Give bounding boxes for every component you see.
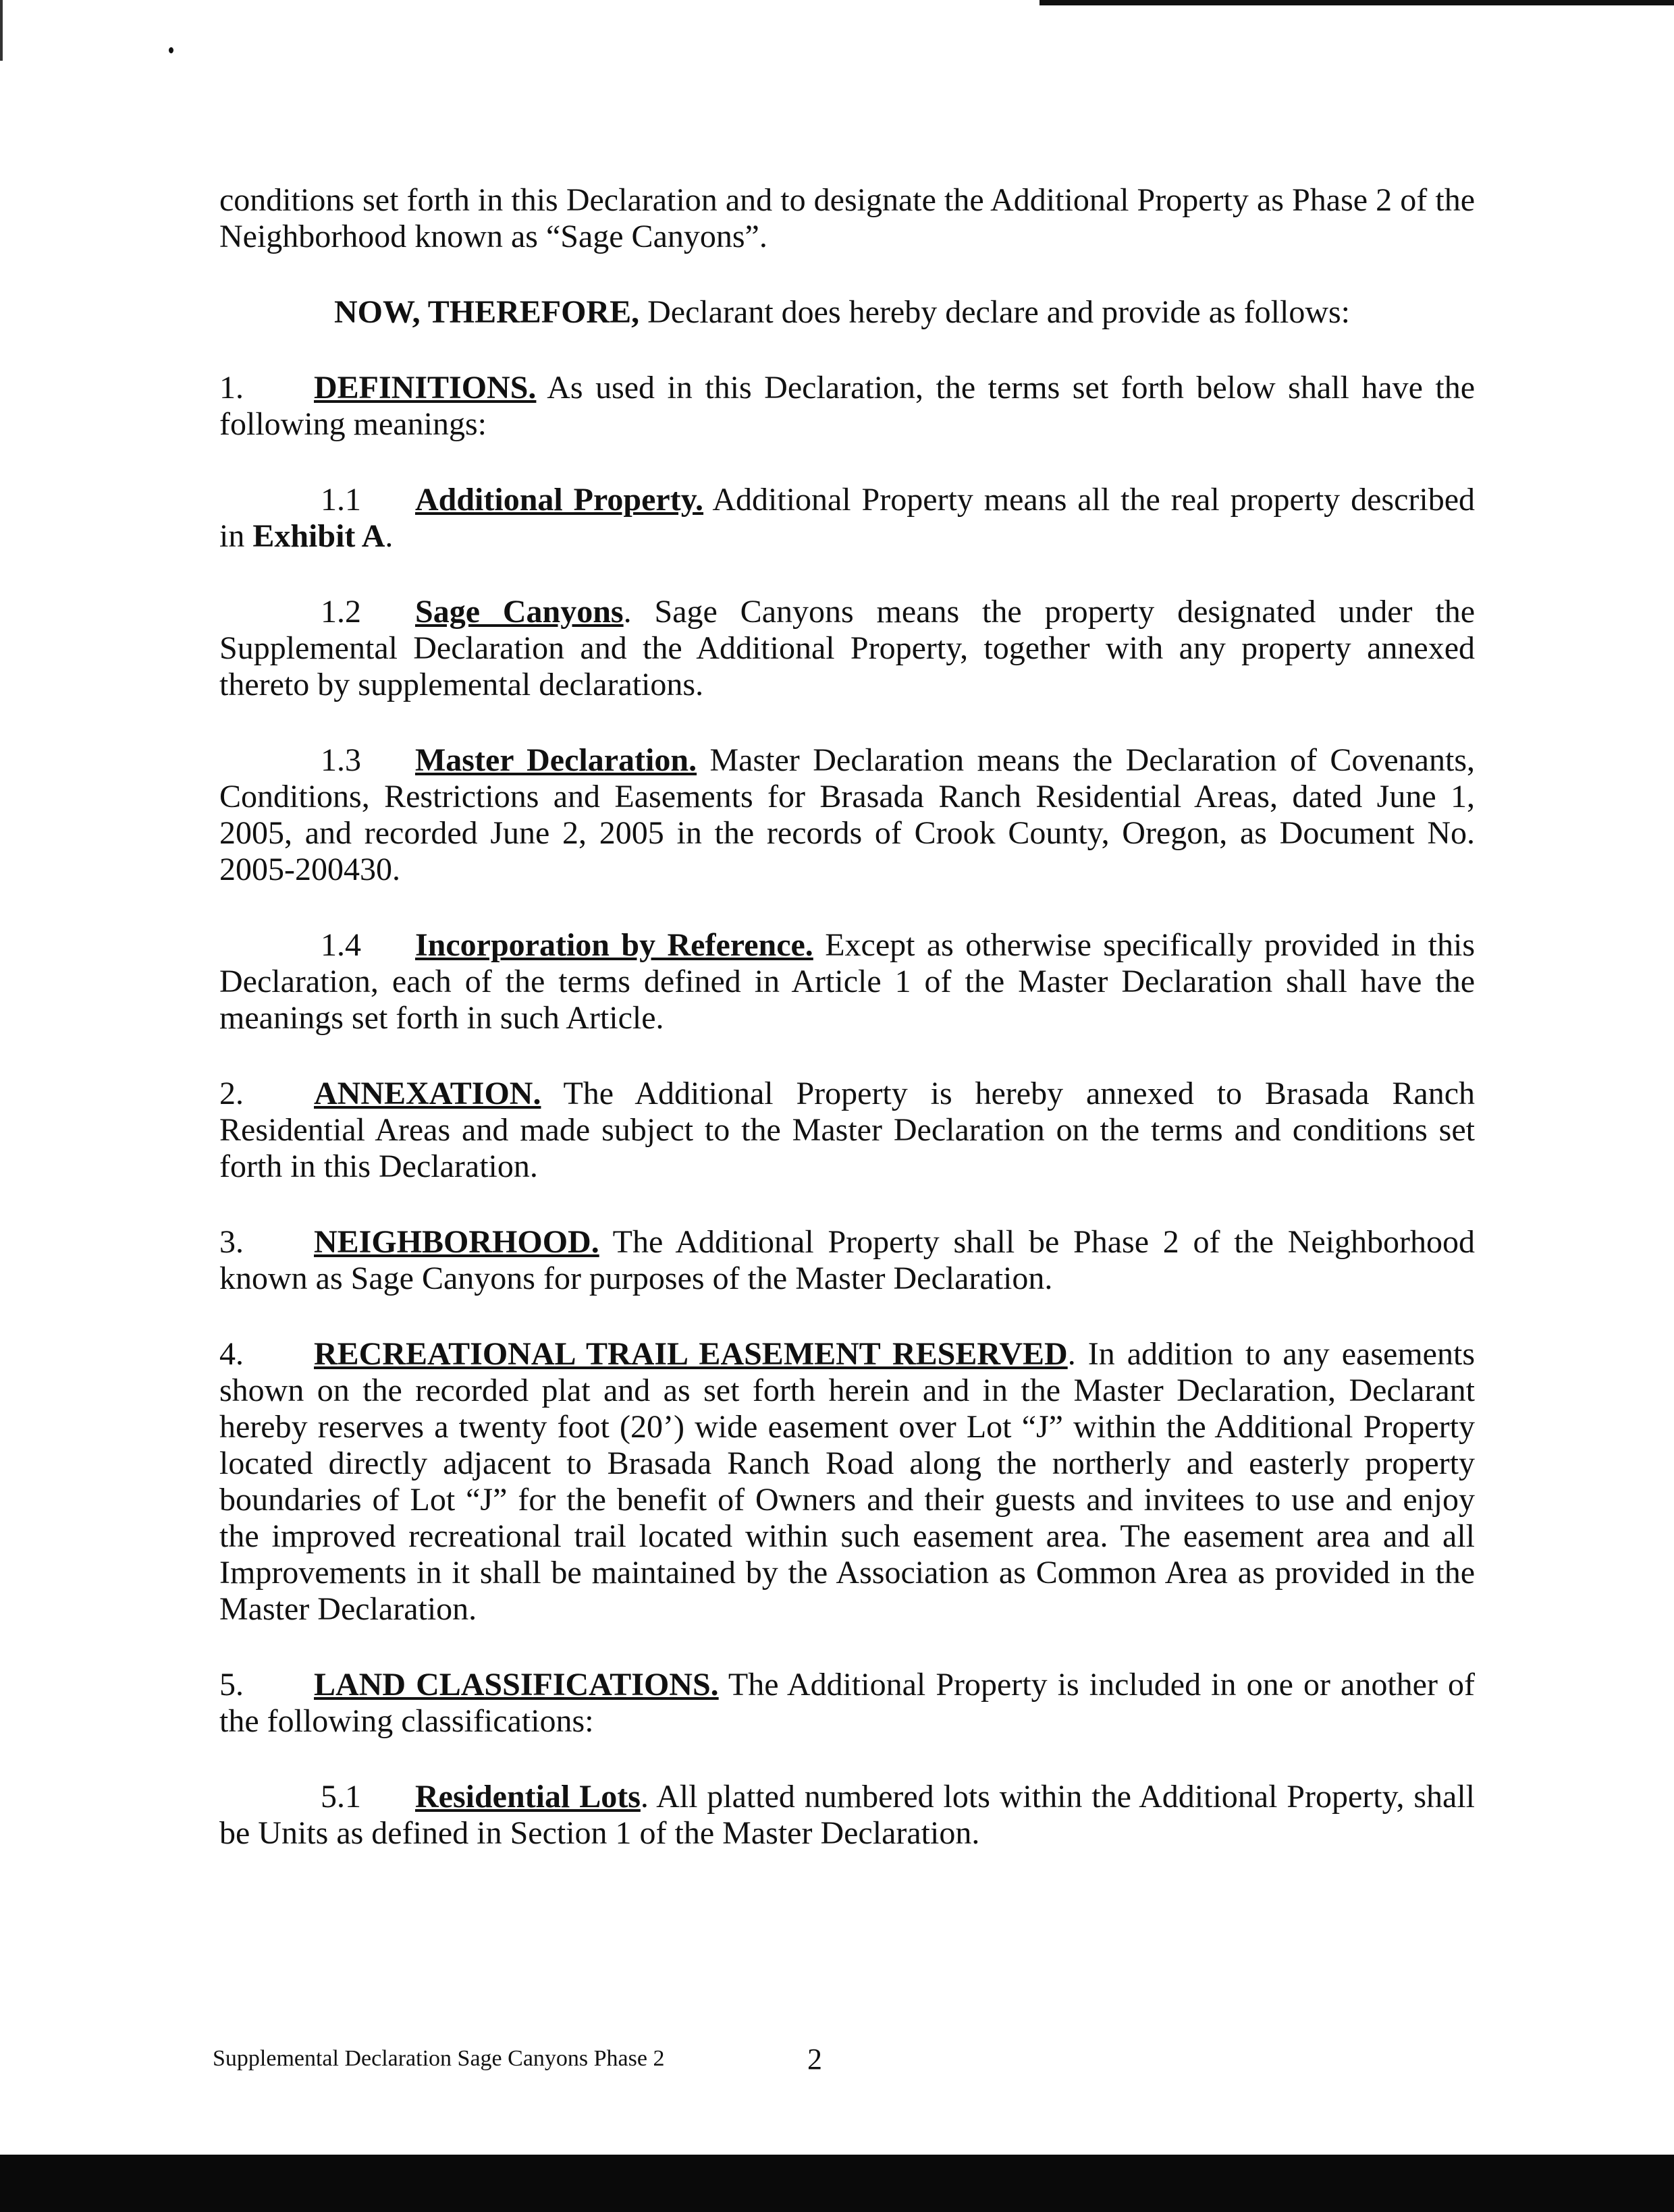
section-5-number: 5. bbox=[219, 1667, 244, 1703]
section-1-1 bbox=[219, 482, 1475, 555]
section-2-number: 2. bbox=[219, 1076, 244, 1111]
section-3 bbox=[219, 1224, 1475, 1297]
section-1-4-number: 1.4 bbox=[321, 927, 361, 963]
section-1-3-heading: Master Declaration. bbox=[415, 742, 697, 778]
section-5-text: The Additional Property is included in one or another of the following classifications: bbox=[219, 1667, 1475, 1739]
intro-text: conditions set forth in this Declaration and to designate the Additional Property as Phase 2 of the Neighborhood known as “Sage Canyons”. bbox=[219, 182, 1475, 254]
section-1-3-text: Master Declaration means the Declaration of Covenants, Conditions, Restrictions and Easements for Brasada Ranch Residential Areas, dated June 1, 2005, and recorded June 2, 2005 in the records of Crook County, Oregon, as Document No. 2005-200430. bbox=[219, 742, 1476, 887]
section-1-4-text: Except as otherwise specifically provided in this Declaration, each of the terms defined in Article 1 of the Master Declaration shall have the meanings set forth in such Article. bbox=[219, 927, 1476, 1036]
therefore-text: Declarant does hereby declare and provide as follows: bbox=[639, 294, 1351, 330]
section-1-1-number: 1.1 bbox=[321, 482, 361, 518]
section-4-heading: RECREATIONAL TRAIL EASEMENT RESERVED bbox=[314, 1336, 1068, 1372]
section-1-text: As used in this Declaration, the terms set forth below shall have the following meanings: bbox=[219, 370, 1475, 442]
scan-edge-left bbox=[0, 0, 3, 61]
section-1-3 bbox=[219, 742, 1475, 888]
section-2-heading: ANNEXATION. bbox=[314, 1076, 541, 1111]
section-5-heading: LAND CLASSIFICATIONS. bbox=[314, 1667, 719, 1703]
footer-title: Supplemental Declaration Sage Canyons Phase 2 bbox=[213, 2046, 665, 2071]
document-body bbox=[219, 182, 1475, 1852]
section-1-heading: DEFINITIONS. bbox=[314, 370, 537, 406]
section-1-4 bbox=[219, 927, 1475, 1036]
section-1 bbox=[219, 370, 1475, 443]
section-1-2 bbox=[219, 594, 1475, 703]
intro-paragraph bbox=[219, 182, 1475, 255]
section-5-1-heading: Residential Lots bbox=[415, 1779, 641, 1815]
page-number: 2 bbox=[807, 2043, 822, 2076]
therefore-paragraph bbox=[219, 294, 1475, 331]
scan-edge-bottom bbox=[0, 2155, 1674, 2212]
section-5-1 bbox=[219, 1779, 1475, 1852]
section-1-3-number: 1.3 bbox=[321, 742, 361, 778]
section-1-2-number: 1.2 bbox=[321, 594, 361, 630]
section-5-1-number: 5.1 bbox=[321, 1779, 361, 1815]
scan-speck bbox=[169, 47, 173, 53]
section-2-text: The Additional Property is hereby annexed to Brasada Ranch Residential Areas and made subject to the Master Declaration on the terms and conditions set forth in this Declaration. bbox=[219, 1076, 1475, 1184]
section-5 bbox=[219, 1667, 1475, 1740]
section-1-1-exhibit: Exhibit A bbox=[252, 518, 385, 554]
section-1-number: 1. bbox=[219, 370, 244, 406]
section-3-text: The Additional Property shall be Phase 2 of the Neighborhood known as Sage Canyons for purposes of the Master Declaration. bbox=[219, 1224, 1475, 1296]
section-2 bbox=[219, 1076, 1475, 1185]
section-4-number: 4. bbox=[219, 1336, 244, 1372]
section-4-text: . In addition to any easements shown on the recorded plat and as set forth herein and in the Master Declaration, Declarant hereby reserves a twenty foot (20’) wide easement over Lot “J” within the Additional Property located directly adjacent to Brasada Ranch Road along the northerly and easterly property boundaries of Lot “J” for the benefit of Owners and their guests and invitees to use and enjoy the improved recreational trail located within such easement area. The easement area and all Improvements in it shall be maintained by the Association as Common Area as provided in the Master Declaration. bbox=[219, 1336, 1476, 1627]
section-1-2-heading: Sage Canyons bbox=[415, 594, 624, 630]
section-3-number: 3. bbox=[219, 1224, 244, 1260]
section-4 bbox=[219, 1336, 1475, 1628]
section-1-4-heading: Incorporation by Reference. bbox=[415, 927, 813, 963]
section-1-1-end: . bbox=[385, 518, 394, 554]
section-1-1-text: Additional Property means all the real property described in bbox=[219, 482, 1476, 554]
section-1-1-heading: Additional Property. bbox=[415, 482, 704, 518]
section-5-1-text: . All platted numbered lots within the Additional Property, shall be Units as defined in Section 1 of the Master Declaration. bbox=[219, 1779, 1476, 1851]
section-1-2-text: . Sage Canyons means the property designated under the Supplemental Declaration and the Additional Property, together with any property annexed thereto by supplemental declarations. bbox=[219, 594, 1476, 702]
section-3-heading: NEIGHBORHOOD. bbox=[314, 1224, 599, 1260]
therefore-lead: NOW, THEREFORE, bbox=[334, 294, 640, 330]
scan-edge-top bbox=[1040, 0, 1674, 5]
